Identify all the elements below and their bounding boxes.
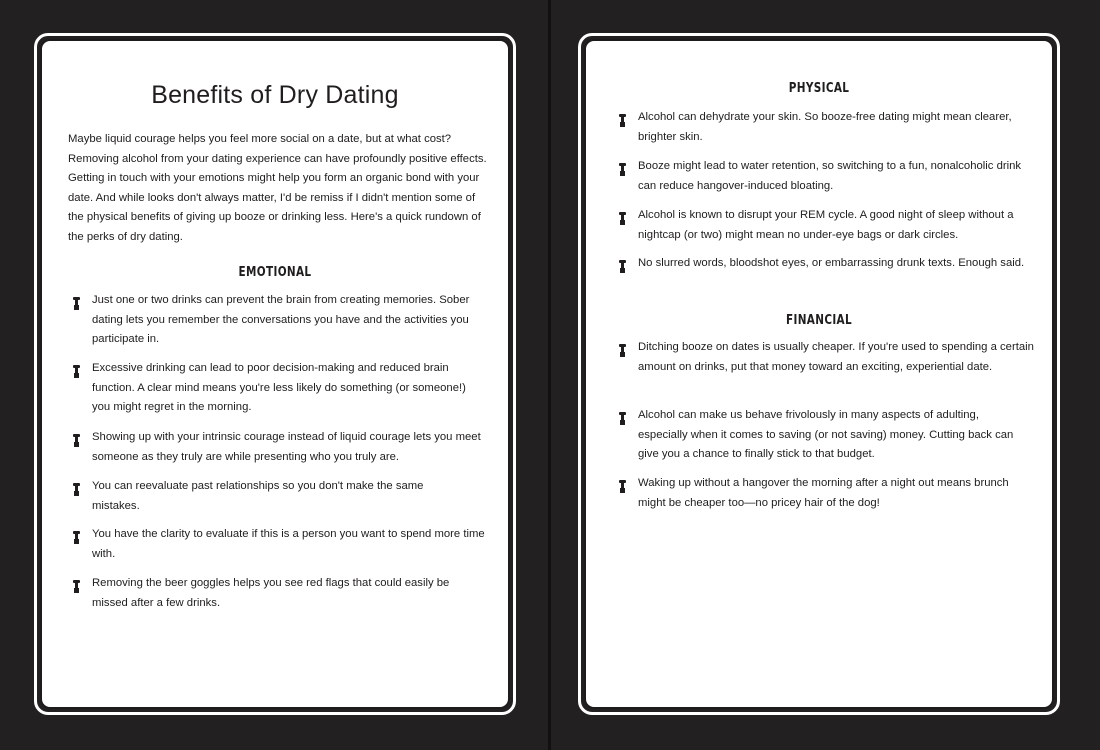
emotional-heading: EMOTIONAL <box>238 264 312 280</box>
left-page <box>40 39 510 709</box>
financial-item-3: Waking up without a hangover the morning after a night out means brunch might be cheaper too—no pricey hair of the dog! <box>619 474 1022 513</box>
intro-paragraph: Maybe liquid courage helps you feel more social on a date, but at what cost? Removing alcohol from your dating experience can have profoundly positive effects. Getting in touch with your emotions might help you form an organic bond with your date. And while looks don't always matter, I'd be remiss if I didn't mention some of the physical benefits of giving up booze or drinking less. Here's a quick rundown of the perks of dry dating. <box>68 133 487 243</box>
book-gutter <box>548 0 551 750</box>
glass-bullet-icon <box>619 163 626 172</box>
emotional-item-5: You have the clarity to evaluate if this is a person you want to spend more time with. <box>73 525 487 564</box>
glass-bullet-icon <box>619 412 626 421</box>
glass-bullet-icon <box>619 260 626 269</box>
glass-bullet-icon <box>73 434 80 443</box>
glass-bullet-icon <box>619 480 626 489</box>
glass-bullet-icon <box>619 344 626 353</box>
physical-item-3: Alcohol is known to disrupt your REM cycle. A good night of sleep without a nightcap (or two) might mean no under-eye bags or dark circles. <box>619 206 1034 245</box>
physical-item-1: Alcohol can dehydrate your skin. So booze-free dating might mean clearer, brighter skin. <box>619 108 1022 147</box>
emotional-item-1: Just one or two drinks can prevent the brain from creating memories. Sober dating lets you remember the conversations you have and the activities you participate in. <box>73 291 483 350</box>
glass-bullet-icon <box>73 365 80 374</box>
emotional-item-4: You can reevaluate past relationships so you don't make the same mistakes. <box>73 477 452 516</box>
emotional-item-2: Excessive drinking can lead to poor decision-making and reduced brain function. A clear mind means you're less likely do something (or someone!) you might regret in the morning. <box>73 359 483 418</box>
financial-heading: FINANCIAL <box>786 312 852 328</box>
glass-bullet-icon <box>73 483 80 492</box>
financial-item-2: Alcohol can make us behave frivolously in many aspects of adulting, especially when it comes to saving (or not saving) money. Cutting back can give you a chance to finally stick to that budget. <box>619 406 1030 465</box>
emotional-item-3: Showing up with your intrinsic courage instead of liquid courage lets you meet someone as they truly are while presenting who you truly are. <box>73 428 483 467</box>
glass-bullet-icon <box>73 531 80 540</box>
glass-bullet-icon <box>73 297 80 306</box>
physical-heading: PHYSICAL <box>788 80 850 96</box>
glass-bullet-icon <box>619 212 626 221</box>
page-title: Benefits of Dry Dating <box>151 81 399 109</box>
emotional-item-6: Removing the beer goggles helps you see red flags that could easily be missed after a few drinks. <box>73 574 483 613</box>
glass-bullet-icon <box>619 114 626 123</box>
physical-item-4: No slurred words, bloodshot eyes, or embarrassing drunk texts. Enough said. <box>619 254 1034 274</box>
right-page <box>584 39 1054 709</box>
financial-item-1: Ditching booze on dates is usually cheaper. If you're used to spending a certain amount on drinks, put that money toward an exciting, experiential date. <box>619 338 1038 377</box>
physical-item-2: Booze might lead to water retention, so switching to a fun, nonalcoholic drink can reduce hangover-induced bloating. <box>619 157 1034 196</box>
glass-bullet-icon <box>73 580 80 589</box>
